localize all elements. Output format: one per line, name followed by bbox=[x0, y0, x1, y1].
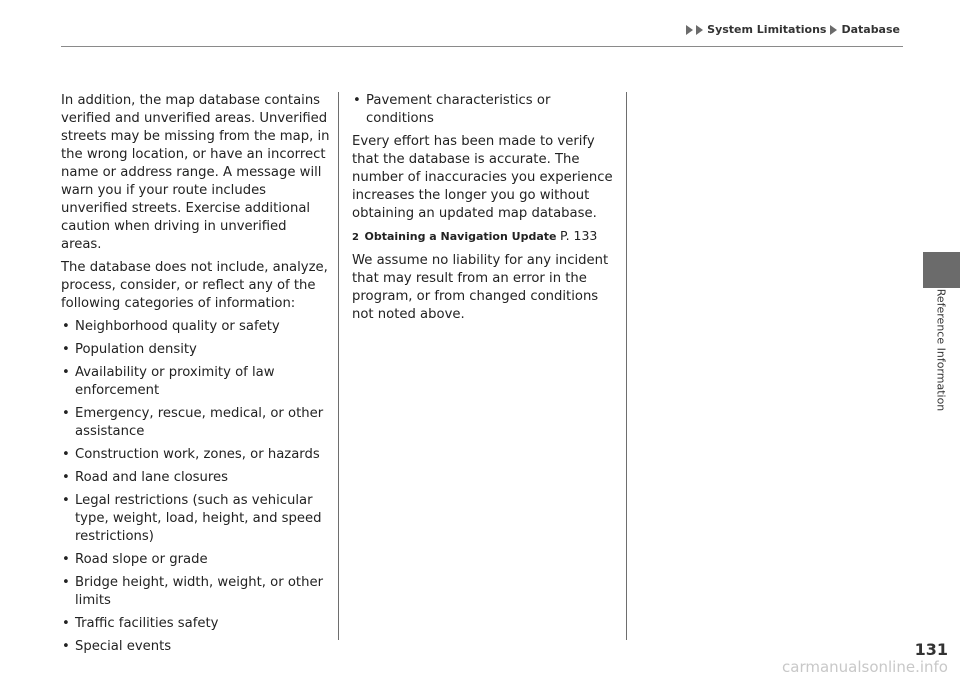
section-tab bbox=[923, 252, 960, 288]
section-label: Reference Information bbox=[934, 288, 948, 412]
breadcrumb bbox=[686, 23, 902, 36]
arrow-right-icon bbox=[696, 25, 703, 35]
breadcrumb-item-database[interactable]: Database bbox=[841, 23, 900, 36]
paragraph: Every effort has been made to verify that the database is accurate. The number of inaccuracies you experience increases the longer you go without obtaining an updated map database. bbox=[352, 134, 613, 221]
paragraph: In addition, the map database contains verified and unverified areas. Unverified streets may be missing from the map, in the wrong location, or have an incorrect name or address range. A message will warn you if your route includes unverified streets. Exercise additional caution when driving in unverified areas. bbox=[61, 93, 330, 252]
list-item: • Population density bbox=[61, 341, 331, 359]
header-divider bbox=[61, 46, 903, 47]
list-item: • Emergency, rescue, medical, or other assistance bbox=[61, 405, 331, 441]
list-item: • Construction work, zones, or hazards bbox=[61, 446, 331, 464]
bullet-list bbox=[61, 318, 331, 656]
list-item: • Neighborhood quality or safety bbox=[61, 318, 331, 336]
cross-reference-title: Obtaining a Navigation Update bbox=[364, 230, 557, 243]
list-item: • Road and lane closures bbox=[61, 469, 331, 487]
list-item: • Road slope or grade bbox=[61, 551, 331, 569]
list-item: • Special events bbox=[61, 638, 331, 656]
list-item: • Legal restrictions (such as vehicular type, weight, load, height, and speed restrictions) bbox=[61, 492, 331, 546]
bullet-list bbox=[352, 92, 620, 128]
left-column bbox=[61, 92, 331, 661]
watermark: carmanualsonline.info bbox=[782, 658, 948, 676]
column-divider bbox=[338, 92, 339, 640]
arrow-right-icon bbox=[686, 25, 693, 35]
list-item: • Availability or proximity of law enforcement bbox=[61, 364, 331, 400]
list-item: • Traffic facilities safety bbox=[61, 615, 331, 633]
breadcrumb-item-system-limitations[interactable]: System Limitations bbox=[707, 23, 827, 36]
paragraph: We assume no liability for any incident that may result from an error in the program, or from changed conditions not noted above. bbox=[352, 253, 609, 322]
right-column bbox=[352, 92, 620, 329]
arrow-right-icon bbox=[830, 25, 837, 35]
list-item: • Bridge height, width, weight, or other limits bbox=[61, 574, 331, 610]
list-item: • Pavement characteristics or conditions bbox=[352, 92, 620, 128]
cross-reference-page: P. 133 bbox=[559, 228, 598, 243]
column-divider bbox=[626, 92, 627, 640]
page-number: 131 bbox=[914, 640, 948, 659]
cross-reference-link[interactable] bbox=[352, 228, 620, 246]
reference-arrow-icon: 2 bbox=[352, 232, 359, 243]
paragraph: The database does not include, analyze, process, consider, or reflect any of the following categories of information: bbox=[61, 260, 328, 311]
